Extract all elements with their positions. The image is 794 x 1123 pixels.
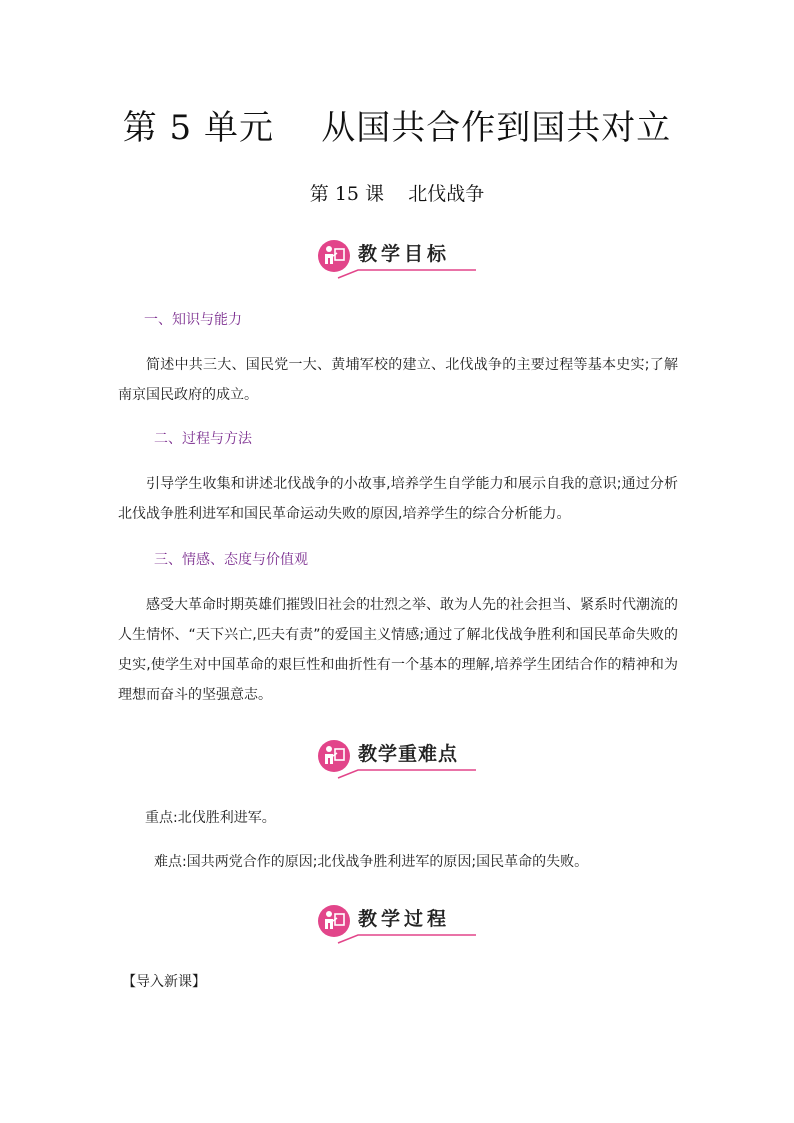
knowledge-icon: [318, 240, 350, 272]
lesson-title: 第 15 课 北伐战争: [309, 183, 485, 205]
objective-heading-values: 三、情感、态度与价值观: [154, 552, 308, 568]
knowledge-icon: [318, 905, 350, 937]
badge-title-objectives: 教学目标: [358, 243, 451, 265]
key-point-difficulty: 难点:国共两党合作的原因;北伐战争胜利进军的原因;国民革命的失败。: [154, 854, 589, 870]
badge-title-key-points: 教学重难点: [358, 743, 459, 765]
key-point-focus: 重点:北伐胜利进军。: [145, 810, 276, 826]
badge-title-process: 教学过程: [358, 908, 451, 930]
objective-heading-process: 二、过程与方法: [154, 431, 252, 447]
section-badge-key-points: [318, 738, 478, 778]
objective-text-process: 引导学生收集和讲述北伐战争的小故事,培养学生自学能力和展示自我的意识;通过分析北伐战争胜利进军和国民革命运动失败的原因,培养学生的综合分析能力。: [118, 476, 678, 522]
intro-label: 【导入新课】: [122, 974, 206, 990]
unit-title: 第 5 单元 从国共合作到国共对立: [122, 108, 672, 148]
objective-heading-knowledge: 一、知识与能力: [144, 312, 242, 328]
objective-text-values: 感受大革命时期英雄们摧毁旧社会的壮烈之举、敢为人先的社会担当、紧系时代潮流的人生情怀、“天下兴亡,匹夫有责”的爱国主义情感;通过了解北伐战争胜利和国民革命失败的史实,使学生对中国革命的艰巨性和曲折性有一个基本的理解,培养学生团结合作的精神和为理想而奋斗的坚强意志。: [118, 597, 678, 703]
knowledge-icon: [318, 740, 350, 772]
objective-text-knowledge: 简述中共三大、国民党一大、黄埔军校的建立、北伐战争的主要过程等基本史实;了解南京国民政府的成立。: [118, 357, 678, 403]
section-badge-process: [318, 903, 478, 943]
section-badge-objectives: [318, 238, 478, 278]
